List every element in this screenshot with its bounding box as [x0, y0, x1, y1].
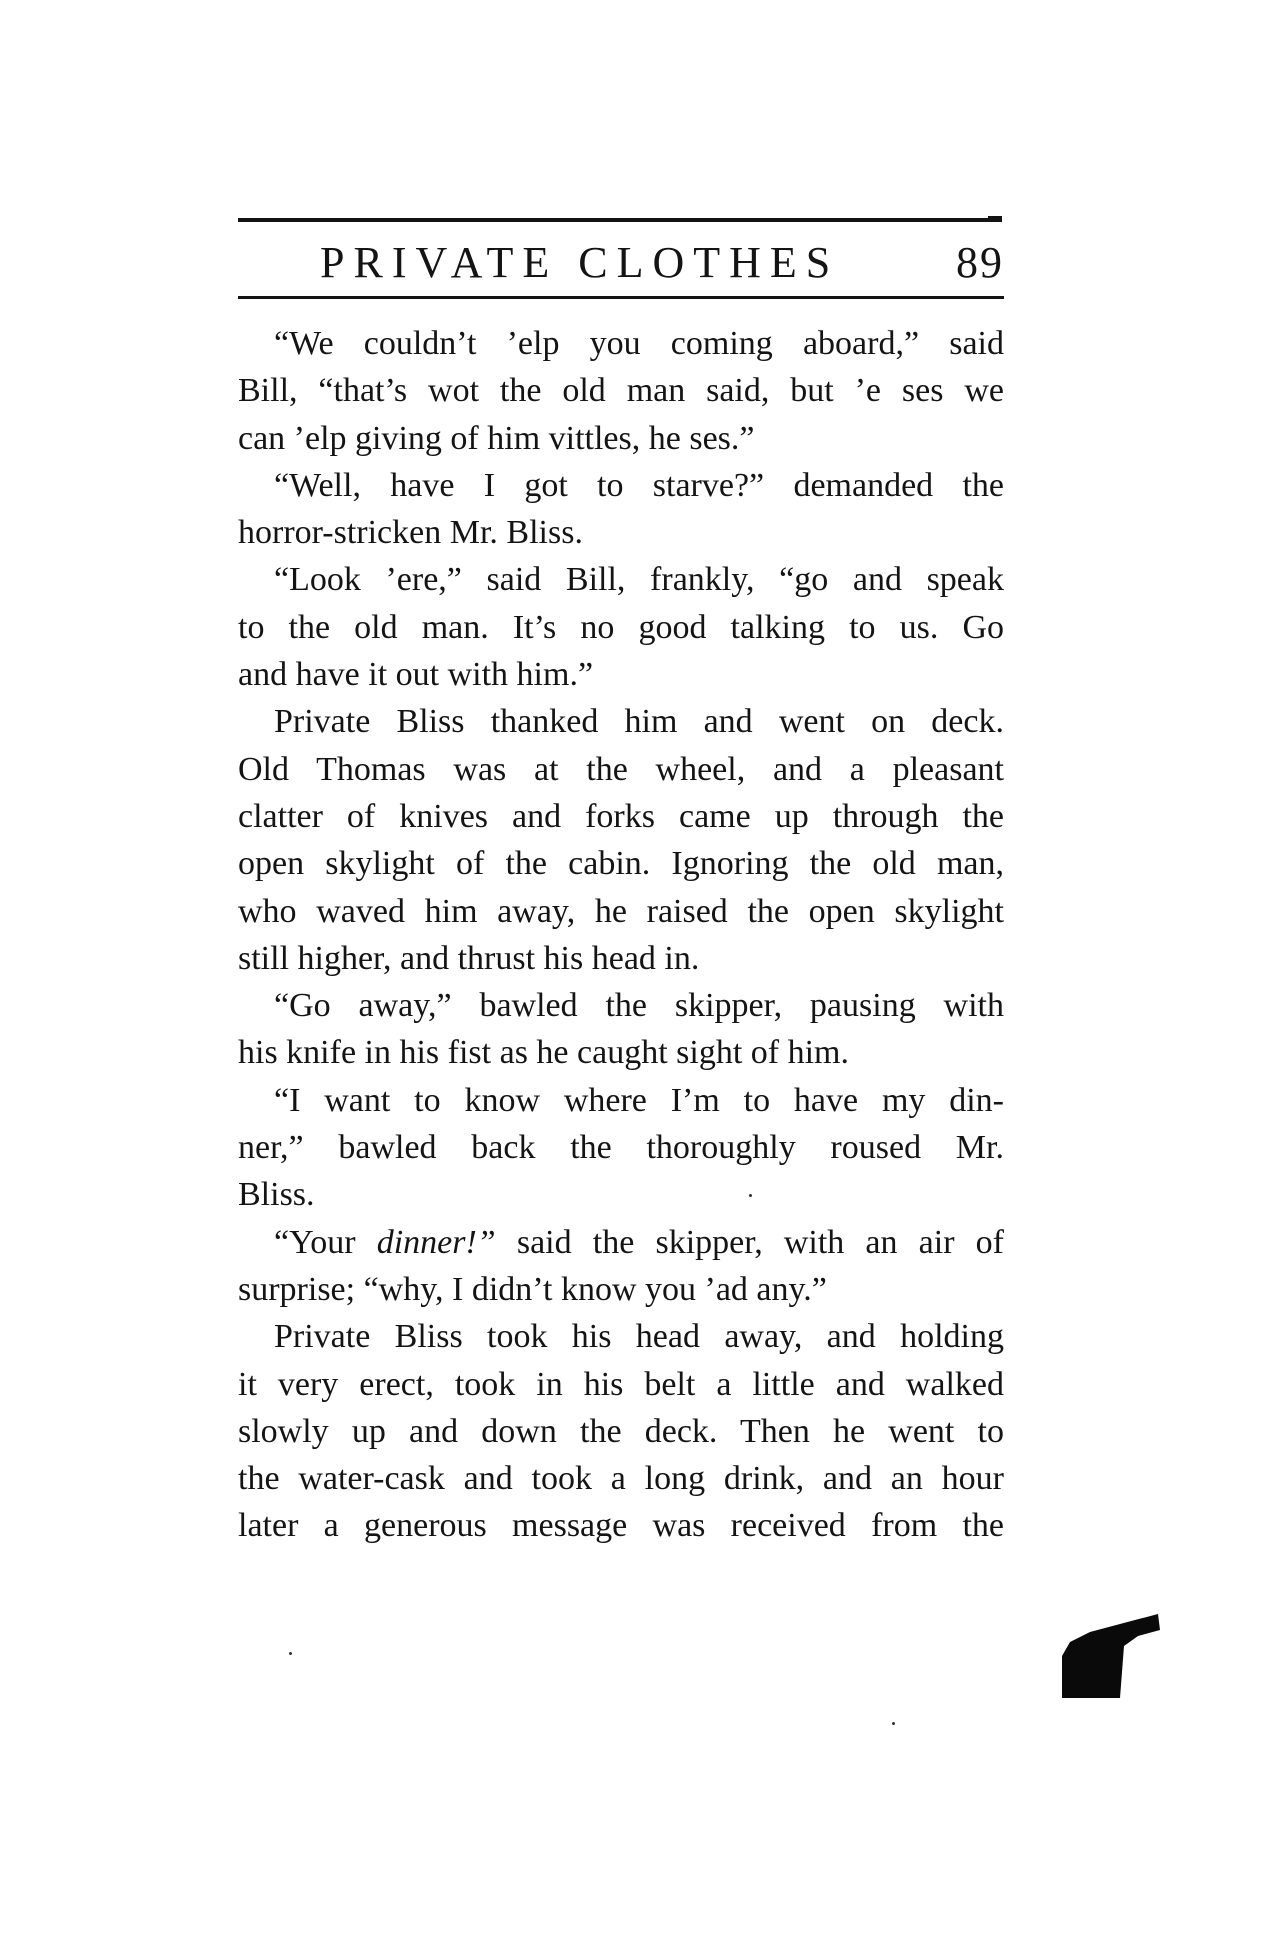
paragraph	[238, 462, 1004, 557]
header-rule-mark	[988, 216, 1002, 222]
text-line: to the old man. It’s no good talking to us. Go	[238, 608, 1004, 646]
text-line: open skylight of the cabin. Ignoring the old man,	[238, 845, 1004, 883]
text-line: clatter of knives and forks came up through the	[238, 797, 1004, 835]
text-line: horror-stricken Mr. Bliss.	[238, 514, 583, 552]
text-line: can ’elp giving of him vittles, he ses.”	[238, 419, 755, 457]
page-number: 89	[956, 238, 1004, 287]
text-line: who waved him away, he raised the open skylight	[238, 892, 1004, 930]
body-text	[238, 320, 1004, 1550]
text-line: ner,” bawled back the thoroughly roused Mr.	[238, 1129, 1004, 1167]
italic-word: dinner!”	[376, 1223, 496, 1261]
running-title: PRIVATE CLOTHES	[320, 238, 840, 287]
paragraph	[238, 1219, 1004, 1314]
text-line: “Look ’ere,” said Bill, frankly, “go and speak	[274, 561, 1004, 599]
text-line: Old Thomas was at the wheel, and a pleasant	[238, 750, 1004, 788]
text-run: “Your	[274, 1223, 377, 1261]
text-line: “Well, have I got to starve?” demanded the	[274, 466, 1004, 504]
text-line: Bill, “that’s wot the old man said, but ’e ses we	[238, 372, 1004, 410]
text-line: “Go away,” bawled the skipper, pausing with	[274, 987, 1004, 1025]
text-line: slowly up and down the deck. Then he went to	[238, 1412, 1004, 1450]
text-line: Private Bliss took his head away, and holding	[274, 1318, 1004, 1356]
text-line: later a generous message was received from the	[238, 1507, 1004, 1545]
text-line: it very erect, took in his belt a little and walked	[238, 1365, 1004, 1403]
text-line: Private Bliss thanked him and went on deck.	[274, 703, 1004, 741]
paragraph	[238, 698, 1004, 982]
paragraph	[238, 1077, 1004, 1219]
text-line: still higher, and thrust his head in.	[238, 939, 700, 977]
text-line: the water-cask and took a long drink, and an hour	[238, 1460, 1004, 1498]
header-rule-bottom	[238, 296, 1004, 299]
scan-speck	[289, 1652, 292, 1655]
scan-speck	[892, 1722, 895, 1725]
text-line: and have it out with him.”	[238, 656, 594, 694]
paragraph	[238, 320, 1004, 462]
paragraph	[238, 556, 1004, 698]
text-run: said the skipper, with an air of	[495, 1223, 1004, 1261]
header-rule-top	[238, 218, 990, 222]
paragraph	[238, 1313, 1004, 1549]
text-line	[238, 1219, 1004, 1266]
text-line: “I want to know where I’m to have my din-	[274, 1081, 1004, 1119]
text-line: “We couldn’t ’elp you coming aboard,” said	[274, 325, 1004, 362]
text-line: Bliss.	[238, 1176, 315, 1214]
running-header	[238, 234, 1004, 292]
text-line: his knife in his fist as he caught sight of him.	[238, 1034, 849, 1072]
scan-speck	[749, 1194, 752, 1197]
text-line: surprise; “why, I didn’t know you ’ad any.”	[238, 1270, 827, 1308]
paragraph	[238, 982, 1004, 1077]
scan-ink-blot	[1060, 1612, 1160, 1698]
